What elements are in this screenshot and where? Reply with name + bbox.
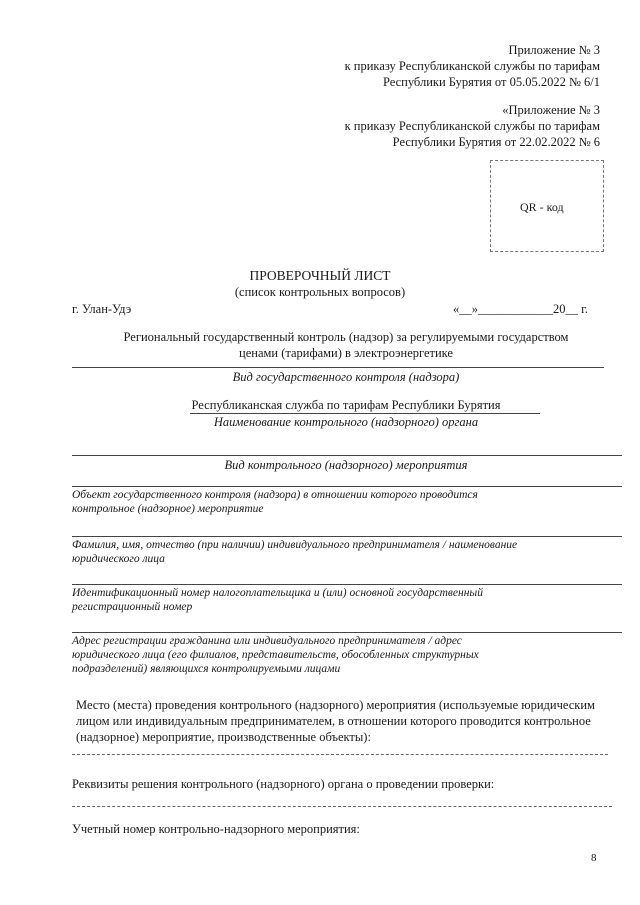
record-number-label: Учетный номер контрольно-надзорного мероприятия:: [72, 822, 360, 836]
address-caption: [72, 634, 620, 676]
decision-label: Реквизиты решения контрольного (надзорного) органа о проведении проверки:: [72, 777, 495, 791]
page-subtitle: (список контрольных вопросов): [234, 285, 406, 299]
authority-value: Республиканская служба по тарифам Республики Бурятия: [191, 398, 501, 412]
appendix-2-line-1: «Приложение № 3: [502, 103, 600, 117]
address-caption-line-1: Адрес регистрации гражданина или индивидуального предпринимателя / адрес: [72, 635, 462, 647]
control-type-line-1: Региональный государственный контроль (надзор) за регулируемыми государством: [123, 330, 569, 344]
person-caption: [72, 538, 632, 566]
person-underline: [72, 536, 622, 537]
inn-caption-line-1: Идентификационный номер налогоплательщика и (или) основной государственный: [72, 587, 483, 599]
authority-caption: Наименование контрольного (надзорного) органа: [213, 415, 479, 429]
address-caption-line-3: подразделений) являющихся контролируемыми лицами: [72, 663, 341, 675]
control-type-line-2: ценами (тарифами) в электроэнергетике: [239, 346, 453, 360]
person-caption-line-1: Фамилия, имя, отчество (при наличии) индивидуального предпринимателя / наименование: [72, 539, 518, 551]
address-caption-line-2: юридического лица (его филиалов, представительств, обособленных структурных: [72, 649, 479, 661]
inn-caption-line-2: регистрационный номер: [72, 601, 193, 613]
appendix-1-line-3: Республики Бурятия от 05.05.2022 № 6/1: [382, 75, 600, 89]
appendix-header-1: [200, 42, 600, 90]
inn-caption: [72, 586, 620, 614]
appendix-1-line-2: к приказу Республиканской службы по тарифам: [344, 59, 600, 73]
appendix-2-line-2: к приказу Республиканской службы по тарифам: [344, 119, 600, 133]
control-type-caption: Вид государственного контроля (надзора): [232, 370, 460, 384]
page-title: ПРОВЕРОЧНЫЙ ЛИСТ: [249, 268, 391, 283]
inn-underline: [72, 584, 622, 585]
event-type-caption: Вид контрольного (надзорного) мероприятия: [224, 458, 468, 472]
city: г. Улан-Удэ: [72, 302, 132, 316]
address-underline: [72, 632, 622, 633]
page-number: 8: [591, 852, 597, 864]
place-line-1: Место (места) проведения контрольного (надзорного) мероприятия (используемые юридическим: [76, 698, 595, 712]
place-text: [76, 697, 624, 745]
date-field: «__»____________20__ г.: [453, 302, 588, 316]
object-caption-line-2: контрольное (надзорное) мероприятие: [72, 503, 264, 515]
place-underline: [72, 754, 608, 755]
qr-label: QR - код: [520, 200, 564, 214]
control-type-underline: [72, 367, 604, 368]
appendix-header-2: [200, 102, 600, 150]
object-caption-line-1: Объект государственного контроля (надзора) в отношении которого проводится: [72, 489, 478, 501]
person-caption-line-2: юридического лица: [72, 553, 165, 565]
object-underline: [72, 486, 622, 487]
place-line-2: лицом или индивидуальным предпринимателем, в отношении которого проводится контрольное: [76, 714, 591, 728]
place-line-3: (надзорное) мероприятие, производственные объекты):: [76, 730, 371, 744]
object-caption: [72, 488, 620, 516]
appendix-1-line-1: Приложение № 3: [508, 43, 600, 57]
event-type-underline: [72, 455, 622, 456]
decision-underline: [72, 806, 612, 807]
appendix-2-line-3: Республики Бурятия от 22.02.2022 № 6: [392, 135, 600, 149]
